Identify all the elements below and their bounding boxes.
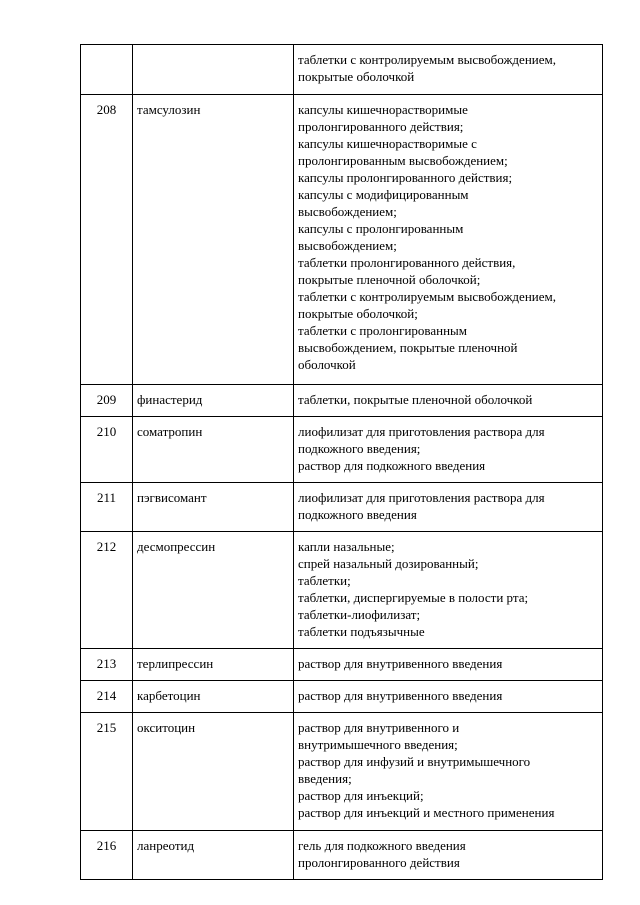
dosage-form-line: капли назальные; xyxy=(298,539,395,554)
row-number: 211 xyxy=(81,483,133,532)
dosage-form-line: таблетки, диспергируемые в полости рта; xyxy=(298,590,529,605)
row-number: 208 xyxy=(81,95,133,385)
dosage-forms xyxy=(294,385,603,417)
dosage-form-line: капсулы с пролонгированным xyxy=(298,221,464,236)
dosage-form-line: таблетки; xyxy=(298,573,351,588)
row-number: 216 xyxy=(81,831,133,880)
row-number: 215 xyxy=(81,713,133,831)
dosage-form-line: лиофилизат для приготовления раствора для xyxy=(298,490,545,505)
dosage-form-line: раствор для внутривенного и xyxy=(298,720,460,735)
table-row xyxy=(81,831,603,880)
dosage-form-line: таблетки-лиофилизат; xyxy=(298,607,421,622)
table-row xyxy=(81,649,603,681)
row-number: 210 xyxy=(81,417,133,483)
dosage-form-line: таблетки подъязычные xyxy=(298,624,425,639)
dosage-form-line: лиофилизат для приготовления раствора для xyxy=(298,424,545,439)
dosage-form-line: покрытые пленочной оболочкой; xyxy=(298,272,481,287)
dosage-form-line: раствор для внутривенного введения xyxy=(298,656,503,671)
dosage-forms xyxy=(294,483,603,532)
dosage-form-line: высвобождением, покрытые пленочной xyxy=(298,340,518,355)
dosage-form-line: пролонгированного действия; xyxy=(298,119,464,134)
dosage-forms xyxy=(294,532,603,649)
dosage-form-line: раствор для подкожного введения xyxy=(298,458,486,473)
table-row xyxy=(81,95,603,385)
drug-name: окситоцин xyxy=(133,713,294,831)
dosage-form-line: пролонгированным высвобождением; xyxy=(298,153,508,168)
dosage-forms xyxy=(294,681,603,713)
table-row xyxy=(81,681,603,713)
dosage-forms xyxy=(294,713,603,831)
drug-name: терлипрессин xyxy=(133,649,294,681)
drug-name xyxy=(133,45,294,95)
dosage-form-line: раствор для инфузий и внутримышечного xyxy=(298,754,531,769)
dosage-form-line: таблетки пролонгированного действия, xyxy=(298,255,516,270)
dosage-form-line: капсулы пролонгированного действия; xyxy=(298,170,513,185)
dosage-form-line: раствор для внутривенного введения xyxy=(298,688,503,703)
table-body xyxy=(81,45,603,880)
table-row xyxy=(81,417,603,483)
row-number: 209 xyxy=(81,385,133,417)
dosage-form-line: гель для подкожного введения xyxy=(298,838,466,853)
dosage-form-line: подкожного введения; xyxy=(298,441,421,456)
dosage-form-line: капсулы кишечнорастворимые с xyxy=(298,136,477,151)
table-row xyxy=(81,385,603,417)
dosage-form-line: покрытые оболочкой xyxy=(298,69,415,84)
drug-name: десмопрессин xyxy=(133,532,294,649)
dosage-form-line: таблетки с контролируемым высвобождением, xyxy=(298,52,556,67)
dosage-form-line: раствор для инъекций; xyxy=(298,788,424,803)
drug-name: пэгвисомант xyxy=(133,483,294,532)
dosage-forms xyxy=(294,417,603,483)
row-number xyxy=(81,45,133,95)
dosage-forms xyxy=(294,45,603,95)
table-row xyxy=(81,713,603,831)
row-number: 214 xyxy=(81,681,133,713)
drug-name: соматропин xyxy=(133,417,294,483)
dosage-form-line: пролонгированного действия xyxy=(298,855,460,870)
drug-table xyxy=(80,44,603,880)
row-number: 213 xyxy=(81,649,133,681)
dosage-forms xyxy=(294,831,603,880)
dosage-form-line: таблетки, покрытые пленочной оболочкой xyxy=(298,392,533,407)
table-row xyxy=(81,483,603,532)
drug-name: финастерид xyxy=(133,385,294,417)
dosage-form-line: введения; xyxy=(298,771,352,786)
dosage-forms xyxy=(294,649,603,681)
dosage-form-line: капсулы с модифицированным xyxy=(298,187,469,202)
table-row xyxy=(81,532,603,649)
dosage-form-line: раствор для инъекций и местного применения xyxy=(298,805,555,820)
dosage-form-line: высвобождением; xyxy=(298,238,397,253)
dosage-form-line: таблетки с пролонгированным xyxy=(298,323,468,338)
dosage-form-line: покрытые оболочкой; xyxy=(298,306,418,321)
row-number: 212 xyxy=(81,532,133,649)
table-row xyxy=(81,45,603,95)
drug-name: ланреотид xyxy=(133,831,294,880)
dosage-form-line: внутримышечного введения; xyxy=(298,737,458,752)
dosage-forms xyxy=(294,95,603,385)
dosage-form-line: подкожного введения xyxy=(298,507,417,522)
dosage-form-line: таблетки с контролируемым высвобождением, xyxy=(298,289,556,304)
dosage-form-line: капсулы кишечнорастворимые xyxy=(298,102,468,117)
drug-name: тамсулозин xyxy=(133,95,294,385)
dosage-form-line: высвобождением; xyxy=(298,204,397,219)
drug-name: карбетоцин xyxy=(133,681,294,713)
dosage-form-line: оболочкой xyxy=(298,357,356,372)
dosage-form-line: спрей назальный дозированный; xyxy=(298,556,479,571)
